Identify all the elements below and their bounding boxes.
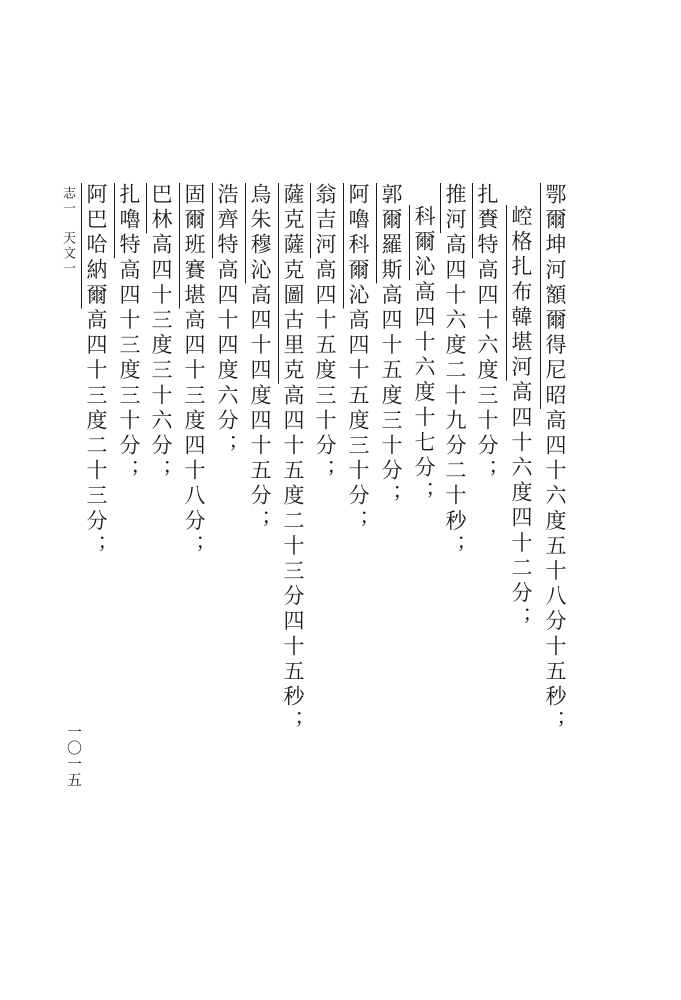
text-line-11 xyxy=(213,183,241,459)
text-line-5 xyxy=(410,205,438,506)
place-name: 巴林 xyxy=(149,183,173,234)
text-line-2 xyxy=(507,205,535,632)
text-line-6 xyxy=(377,183,405,509)
line-text: 高四十六度四十二分； xyxy=(509,380,533,632)
place-name: 鄂爾坤河額爾得尼昭 xyxy=(543,183,567,409)
line-text: 高四十三度四十八分； xyxy=(182,308,206,560)
line-text: 高四十四度四十五分； xyxy=(248,283,272,535)
line-text: 高四十三度三十六分； xyxy=(149,233,173,485)
line-text: 高四十六度五十八分十五秒； xyxy=(543,408,567,736)
text-line-3 xyxy=(473,183,501,484)
text-line-7 xyxy=(344,183,372,534)
place-name: 郭爾羅斯 xyxy=(379,183,403,284)
margin-marker: 志一 天文一 xyxy=(60,186,75,276)
line-text: 高四十五度二十三分四十五秒； xyxy=(281,383,305,736)
text-line-15 xyxy=(82,183,110,560)
text-line-13 xyxy=(147,183,175,484)
text-line-9 xyxy=(279,183,307,735)
line-text: 高四十四度六分； xyxy=(215,258,239,460)
place-name: 薩克薩克圖古里克 xyxy=(281,183,305,384)
text-line-4 xyxy=(441,183,469,560)
line-text: 高四十三度二十三分； xyxy=(84,308,108,560)
place-name: 扎嚕特 xyxy=(117,183,141,259)
line-text: 高四十五度三十分； xyxy=(313,258,337,485)
text-line-10 xyxy=(246,183,274,534)
place-name: 科爾沁 xyxy=(412,205,436,281)
place-name: 崆格扎布韓堪河 xyxy=(509,205,533,381)
text-line-14 xyxy=(115,183,143,484)
place-name: 推河 xyxy=(443,183,467,234)
place-name: 阿巴哈納爾 xyxy=(84,183,108,309)
line-text: 高四十六度二十九分二十秒； xyxy=(443,233,467,560)
line-text: 高四十五度三十分； xyxy=(346,308,370,535)
place-name: 阿嚕科爾沁 xyxy=(346,183,370,309)
place-name: 烏朱穆沁 xyxy=(248,183,272,284)
line-text: 高四十五度三十分； xyxy=(379,283,403,510)
line-text: 高四十六度三十分； xyxy=(475,258,499,485)
text-line-12 xyxy=(180,183,208,560)
place-name: 翁吉河 xyxy=(313,183,337,259)
text-line-1 xyxy=(541,183,569,735)
line-text: 高四十六度十七分； xyxy=(412,280,436,507)
line-text: 高四十三度三十分； xyxy=(117,258,141,485)
text-line-8 xyxy=(311,183,339,484)
place-name: 浩齊特 xyxy=(215,183,239,259)
place-name: 固爾班賽堪 xyxy=(182,183,206,309)
place-name: 扎賚特 xyxy=(475,183,499,259)
page-number: 一〇一五 xyxy=(65,724,83,788)
